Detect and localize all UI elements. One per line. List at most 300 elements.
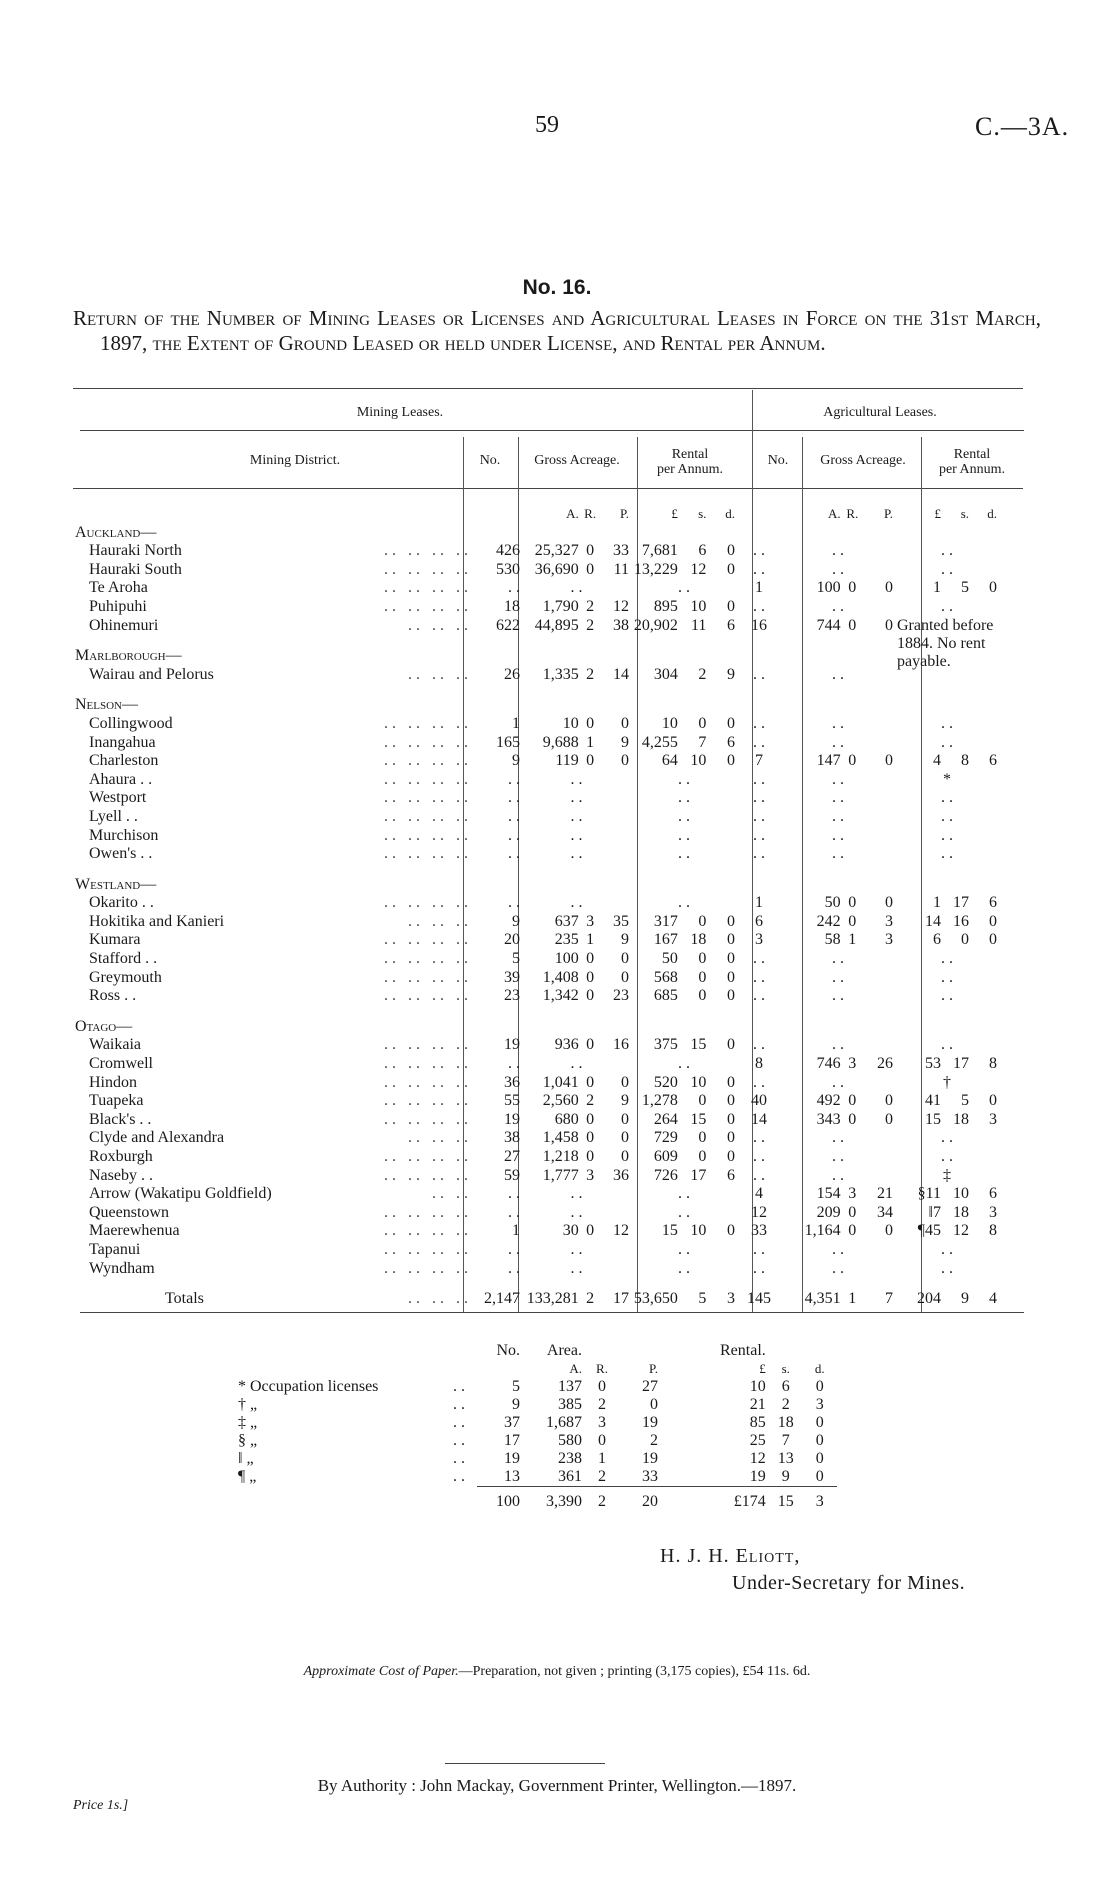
leader-dots: . . . . . . . . <box>384 1036 468 1054</box>
value-part: 6 <box>726 616 735 634</box>
occ-rental-s: 6 <box>781 1378 790 1395</box>
leader-dots: . . . . . . . . <box>384 807 468 825</box>
agri-gross-acreage-parts <box>783 1111 893 1130</box>
spacer-cell <box>73 864 999 876</box>
agri-rental: . . <box>941 733 953 751</box>
value-part: 0 <box>698 912 707 930</box>
agri-gross-acreage: . . <box>832 950 844 968</box>
value-part: 9 <box>961 1290 969 1308</box>
value-part: s. <box>698 506 707 521</box>
agri-rental-parts <box>897 894 997 913</box>
rental-parts <box>633 969 735 988</box>
leader-dots: . . . . . . <box>408 616 468 634</box>
value-part: 7,681 <box>641 542 678 560</box>
rental-parts <box>633 617 735 636</box>
footer-rule <box>445 1763 605 1764</box>
value-part: 0 <box>698 1148 707 1165</box>
value-part: ¶45 <box>917 1222 941 1240</box>
value-part: 18 <box>953 1110 969 1128</box>
lease-count: 23 <box>504 987 520 1005</box>
leader-dots: . . . . . . . . <box>384 1092 468 1110</box>
value-part: 0 <box>989 931 997 949</box>
agri-lease-count: . . <box>753 770 765 788</box>
value-part: 3 <box>848 1055 857 1073</box>
gross-acreage-parts <box>524 931 629 950</box>
lease-count: 20 <box>504 931 520 949</box>
value-part: 1,777 <box>542 1166 579 1184</box>
gross-acreage <box>522 617 631 636</box>
value-part: 2 <box>586 665 595 683</box>
agri-gross-acreage-parts <box>783 931 893 950</box>
value-part: 726 <box>653 1166 678 1184</box>
lease-count: 2,147 <box>484 1290 520 1308</box>
agri-gross-acreage <box>781 617 895 636</box>
rental <box>631 542 737 561</box>
agri-rental: . . <box>941 1148 953 1165</box>
value-part: 0 <box>726 968 735 986</box>
value-part: 50 <box>824 894 841 912</box>
value-part: 0 <box>884 752 893 770</box>
occ-area-a: 238 <box>558 1450 582 1467</box>
occ-label: † „ <box>238 1396 258 1413</box>
table-row <box>73 579 999 598</box>
lease-count: . . <box>508 826 520 844</box>
occ-rental-d: 0 <box>815 1450 824 1467</box>
agri-gross-acreage-parts <box>783 752 893 771</box>
district-name <box>73 771 476 790</box>
district-name-text: Queenstown <box>89 1203 169 1221</box>
spacer <box>441 1360 477 1378</box>
value-part: 304 <box>653 665 678 683</box>
value-part: 0 <box>726 912 735 930</box>
rental-header-line: Rental <box>953 447 991 462</box>
value-part: 375 <box>653 1036 678 1054</box>
agri-lease-count: . . <box>753 665 765 683</box>
agricultural-leases-header: Agricultural Leases. <box>823 405 937 420</box>
spacer <box>661 1360 717 1378</box>
agri-gross-acreage <box>781 1055 895 1074</box>
gross-acreage <box>522 1167 631 1186</box>
district-name-text: Naseby . . <box>89 1166 153 1184</box>
occ-area-r: 2 <box>598 1468 606 1485</box>
occ-no: 5 <box>512 1378 520 1395</box>
unit: d. <box>814 1361 825 1376</box>
agri-rental: . . <box>941 560 953 578</box>
occ-total-d: 3 <box>803 1487 837 1512</box>
lease-count: 5 <box>512 950 520 968</box>
value-part: 38 <box>612 616 629 634</box>
district-name <box>73 1241 476 1260</box>
agri-gross-acreage: . . <box>832 714 844 732</box>
gross-acreage <box>522 1129 631 1148</box>
district-group-name: Westland— <box>75 875 157 893</box>
district-name <box>73 1055 476 1074</box>
gross-acreage <box>522 666 631 685</box>
value-part: 6 <box>989 1185 997 1203</box>
district-name-text: Black's . . <box>89 1110 152 1128</box>
occ-area-a: 1,687 <box>546 1414 582 1431</box>
value-part: 6 <box>726 1166 735 1184</box>
spacer <box>661 1342 717 1360</box>
gross-acreage-parts <box>524 542 629 561</box>
value-part: 10 <box>690 597 707 615</box>
gross-acreage-parts <box>524 666 629 685</box>
lease-count: 39 <box>504 968 520 986</box>
leader-dots: . . . . . . . . <box>384 560 468 578</box>
value-part: 209 <box>816 1203 841 1221</box>
agri-rental-parts <box>897 1055 997 1074</box>
agri-rental: . . <box>941 968 953 986</box>
table-row <box>73 1111 999 1130</box>
value-part: 2 <box>586 616 595 634</box>
rental-parts <box>633 752 735 771</box>
occ-units-row <box>235 1360 837 1378</box>
leader-dots: . . . . <box>432 1185 468 1203</box>
leader-dots: . . . . . . . . <box>384 579 468 597</box>
occ-area-p: 2 <box>650 1432 658 1449</box>
value-part: 637 <box>554 912 579 930</box>
agri-gross-acreage: . . <box>832 542 844 560</box>
district-name-text: Charleston <box>89 752 159 770</box>
price: Price 1s.] <box>73 1798 129 1813</box>
gross-acreage-parts <box>524 1148 629 1167</box>
value-part: 3 <box>884 912 893 930</box>
leader-dots: . . <box>453 1432 465 1449</box>
value-part: 0 <box>884 894 893 912</box>
value-part: 10 <box>661 714 678 732</box>
agri-rental-parts <box>897 1204 997 1223</box>
rental: . . <box>678 579 690 597</box>
spacer <box>235 1487 441 1512</box>
occ-rental-l: 85 <box>749 1414 766 1431</box>
district-name-text: Hauraki North <box>89 542 182 560</box>
value-part: 0 <box>848 1222 857 1240</box>
value-part: 568 <box>653 968 678 986</box>
occ-area-a: 385 <box>558 1396 582 1413</box>
table-row <box>73 771 999 790</box>
table-row <box>73 666 999 685</box>
value-part: 0 <box>884 1222 893 1240</box>
value-part: 0 <box>726 714 735 732</box>
rental: . . <box>678 789 690 807</box>
value-part: 0 <box>848 616 857 634</box>
occ-row <box>235 1468 837 1487</box>
leader-dots: . . <box>453 1414 465 1431</box>
lease-count: 19 <box>504 1110 520 1128</box>
rental <box>631 969 737 988</box>
rental: . . <box>678 1185 690 1203</box>
value-part: 9,688 <box>542 733 579 751</box>
rental-parts <box>633 987 735 1006</box>
value-part: 14 <box>612 665 629 683</box>
value-part: 3 <box>848 1185 857 1203</box>
value-part: 133,281 <box>526 1290 579 1308</box>
agri-gross-acreage: . . <box>832 733 844 751</box>
occ-no-header: No. <box>496 1342 520 1359</box>
occ-label: § „ <box>238 1432 258 1449</box>
occ-rental-s: 18 <box>777 1414 794 1431</box>
value-part: 44,895 <box>534 616 579 634</box>
rental <box>631 1092 737 1111</box>
gross-acreage: . . <box>570 826 583 844</box>
agri-lease-count: 16 <box>751 616 767 634</box>
district-col-header: Mining District. <box>249 453 341 468</box>
leader-dots: . . . . . . . . <box>384 1240 468 1258</box>
agri-gross-acreage: . . <box>832 1073 844 1091</box>
unit: A. <box>569 1361 582 1376</box>
value-part: 895 <box>653 597 678 615</box>
return-number: No. 16. <box>522 276 592 299</box>
district-name-text: Hokitika and Kanieri <box>89 912 225 930</box>
table-row <box>73 1222 999 1241</box>
gross-acreage-parts <box>524 950 629 969</box>
district-name <box>73 1204 476 1223</box>
agri-rental-note: Granted before 1884. No rent payable. <box>897 616 994 670</box>
value-part: 5 <box>698 1290 707 1308</box>
value-part: 21 <box>876 1185 893 1203</box>
units-spacer <box>737 505 781 524</box>
gross-acreage <box>522 561 631 580</box>
table-top-rule <box>73 388 1023 389</box>
value-part: 1,408 <box>542 968 579 986</box>
agri-rental-parts <box>897 579 997 598</box>
table-row <box>73 1055 999 1074</box>
gross-acreage-parts <box>524 561 629 580</box>
agri-gross-acreage-parts <box>783 1185 893 1204</box>
value-part: 1,342 <box>542 987 579 1005</box>
agri-rental: . . <box>941 826 953 844</box>
spacer <box>235 1342 441 1360</box>
district-name-text: Te Aroha <box>89 579 148 597</box>
gross-acreage <box>522 987 631 1006</box>
rental-parts <box>633 734 735 753</box>
gross-acreage-parts <box>524 598 629 617</box>
value-part: A. <box>827 506 841 521</box>
rental <box>631 987 737 1006</box>
value-part: 0 <box>726 597 735 615</box>
rental <box>631 931 737 950</box>
district-name-text: Hauraki South <box>89 560 182 578</box>
district-name <box>73 789 476 808</box>
gross-acreage <box>522 542 631 561</box>
value-part: 20,902 <box>633 616 678 634</box>
value-part: 15 <box>690 1110 707 1128</box>
district-name <box>73 931 476 950</box>
leader-dots: . . . . . . <box>408 665 468 683</box>
value-part: 16 <box>953 912 969 930</box>
occ-area-r: 0 <box>598 1378 606 1395</box>
table-row <box>73 1260 999 1279</box>
agri-rental-parts <box>897 1092 997 1111</box>
rental <box>631 1129 737 1148</box>
agri-lease-count: 14 <box>751 1110 767 1128</box>
rental <box>631 617 737 636</box>
district-name-text: Ross . . <box>89 987 137 1005</box>
agri-gross-acreage: . . <box>832 789 844 807</box>
value-part: 23 <box>612 987 629 1005</box>
table-row <box>73 1204 999 1223</box>
value-part: 12 <box>953 1222 969 1240</box>
value-part: 0 <box>726 542 735 560</box>
occ-rental-header: Rental. <box>720 1342 766 1359</box>
lease-count: 38 <box>504 1129 520 1147</box>
return-title-line: Rental per Annum. <box>660 331 826 355</box>
spacer <box>441 1487 477 1512</box>
table-row <box>73 808 999 827</box>
value-part: P. <box>883 506 893 521</box>
rental: . . <box>678 770 690 788</box>
value-part: 0 <box>620 752 629 770</box>
rental-header-line: per Annum. <box>656 462 724 477</box>
occ-label: * Occupation licenses <box>238 1378 379 1395</box>
gross-acreage <box>522 931 631 950</box>
value-part: 0 <box>884 579 893 597</box>
value-part: 0 <box>698 1129 707 1147</box>
agri-gross-acreage-parts <box>783 1055 893 1074</box>
occ-label: ‖ „ <box>238 1450 254 1467</box>
district-name-text: Puhipuhi <box>89 597 147 615</box>
agri-gross-acreage: . . <box>832 1148 844 1165</box>
spacer-cell <box>73 635 895 647</box>
gross-acreage <box>522 715 631 734</box>
agri-lease-count: 145 <box>747 1290 771 1308</box>
agri-gross-acreage: . . <box>832 1259 844 1277</box>
district-name <box>73 1167 476 1186</box>
value-part: 264 <box>653 1110 678 1128</box>
value-part: 8 <box>989 1055 997 1073</box>
value-part: 0 <box>698 714 707 732</box>
leader-dots: . . . . . . . . <box>384 1166 468 1184</box>
value-part: 0 <box>726 1129 735 1147</box>
cost-text: —Preparation, not given ; printing (3,175 copies), £54 11s. 6d. <box>458 1664 811 1679</box>
value-part: 15 <box>925 1110 941 1128</box>
agri-rental-parts <box>897 913 997 932</box>
value-part: 0 <box>989 912 997 930</box>
rental-parts <box>633 1148 735 1167</box>
value-part: 9 <box>620 733 629 751</box>
value-part: 147 <box>816 752 841 770</box>
agri-rental <box>895 579 999 598</box>
value-part: 3 <box>989 1203 997 1221</box>
table-row <box>73 1185 999 1204</box>
agri-gross-acreage-parts <box>783 1204 893 1223</box>
agri-rental: . . <box>941 542 953 560</box>
value-part: 0 <box>884 1110 893 1128</box>
value-part: 0 <box>848 912 857 930</box>
value-part: 0 <box>620 1129 629 1147</box>
district-name <box>73 808 476 827</box>
value-part: 25,327 <box>534 542 579 560</box>
agri-rental: . . <box>941 1240 953 1258</box>
district-name <box>73 1092 476 1111</box>
value-part: 235 <box>554 931 579 949</box>
value-part: 0 <box>884 616 893 634</box>
rental <box>631 734 737 753</box>
gross-acreage-parts <box>524 913 629 932</box>
agri-lease-count: . . <box>753 826 765 844</box>
units-agri-acreage-parts <box>783 505 893 524</box>
lease-count: . . <box>508 770 520 788</box>
table-row <box>73 561 999 580</box>
units-agri-rental-parts <box>897 505 997 524</box>
table-bottom-rule <box>80 1312 1024 1313</box>
rental: . . <box>678 894 690 912</box>
district-group-row <box>73 1018 999 1037</box>
lease-count: 426 <box>496 542 520 560</box>
rental <box>631 666 737 685</box>
value-part: 1,458 <box>542 1129 579 1147</box>
no-col-header: No. <box>479 453 501 468</box>
district-name <box>73 894 476 913</box>
agri-rental <box>895 1290 999 1309</box>
lease-count: . . <box>508 1240 520 1258</box>
leader-dots: . . . . . . . . <box>384 894 468 912</box>
gross-acreage <box>522 969 631 988</box>
agri-lease-count: 1 <box>755 894 763 912</box>
district-name-text: Greymouth <box>89 968 162 986</box>
value-part: 36,690 <box>534 560 579 578</box>
gross-acreage: . . <box>570 1185 583 1203</box>
district-name <box>73 827 476 846</box>
printer-authority: By Authority : John Mackay, Government Printer, Wellington.—1897. <box>317 1776 797 1795</box>
value-part: 520 <box>653 1073 678 1091</box>
value-part: 744 <box>816 616 841 634</box>
gross-acreage: . . <box>570 807 583 825</box>
mining-leases-header: Mining Leases. <box>356 405 444 420</box>
return-title-line: on the 31st March, 1897, the Extent of Ground Leased or held under License, and <box>100 306 1041 355</box>
agri-gross-acreage: . . <box>832 968 844 986</box>
value-part: 154 <box>816 1185 841 1203</box>
rental-col-header <box>640 447 740 477</box>
gross-acreage-parts <box>524 617 629 636</box>
leader-dots: . . <box>453 1378 465 1395</box>
value-part: 10 <box>690 1222 707 1240</box>
agri-lease-count: . . <box>753 1166 765 1184</box>
agri-gross-acreage: . . <box>832 1240 844 1258</box>
gross-acreage <box>522 1290 631 1309</box>
district-name-text: Collingwood <box>89 714 173 732</box>
agri-lease-count: . . <box>753 714 765 732</box>
agri-gross-acreage <box>781 1111 895 1130</box>
district-name-text: Roxburgh <box>89 1148 153 1165</box>
district-name-text: Ohinemuri <box>89 616 159 634</box>
units-acreage-parts <box>524 505 629 524</box>
value-part: 0 <box>698 950 707 968</box>
rental-parts <box>633 666 735 685</box>
gross-acreage: . . <box>570 894 583 912</box>
value-part: 10 <box>562 714 579 732</box>
table-row <box>73 1167 999 1186</box>
rental: . . <box>678 807 690 825</box>
gross-acreage-parts <box>524 1074 629 1093</box>
unit: £ <box>759 1361 766 1376</box>
value-part: 53 <box>925 1055 941 1073</box>
value-part: 4,351 <box>804 1290 841 1308</box>
units-spacer <box>73 505 476 524</box>
leader-dots: . . . . . . <box>408 1129 468 1147</box>
agri-gross-acreage <box>781 1204 895 1223</box>
leader-dots: . . <box>453 1468 465 1486</box>
gross-acreage-parts <box>524 734 629 753</box>
value-part: 1,218 <box>542 1148 579 1165</box>
value-part: 0 <box>586 1129 595 1147</box>
rental-parts <box>633 913 735 932</box>
occ-total-r: 2 <box>585 1487 619 1512</box>
value-part: 1,335 <box>542 665 579 683</box>
value-part: s. <box>960 506 969 521</box>
occ-rental-s: 2 <box>781 1396 790 1413</box>
value-part: 0 <box>620 1073 629 1091</box>
